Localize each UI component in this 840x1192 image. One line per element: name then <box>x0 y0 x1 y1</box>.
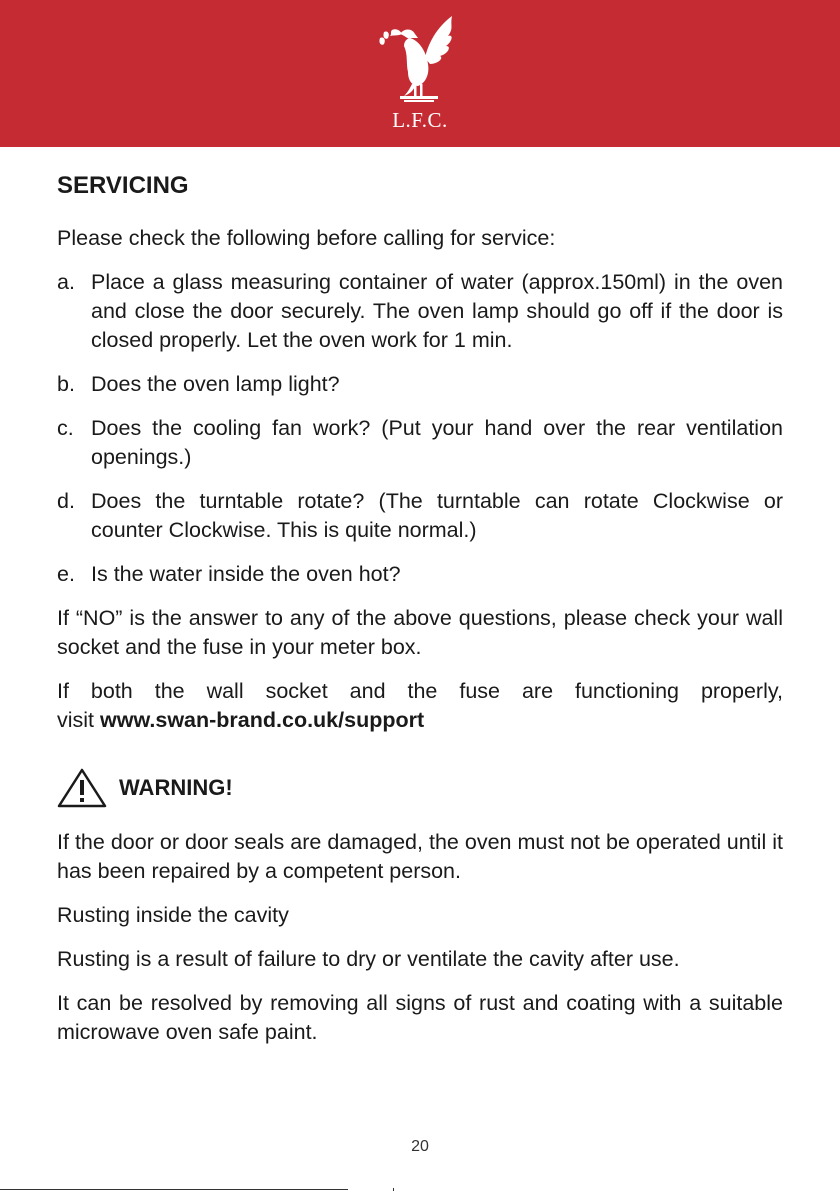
servicing-section <box>57 172 783 1062</box>
rust-fix-text: It can be resolved by removing all signs of rust and coating with a suitable microwave oven safe paint. <box>57 991 783 1044</box>
check-text: Is the water inside the oven hot? <box>91 562 401 586</box>
lfc-logo-text: L.F.C. <box>392 108 448 132</box>
if-both-text: If both the wall socket and the fuse are functioning properly, <box>57 679 783 703</box>
warning-title: WARNING! <box>119 775 233 800</box>
check-letter: a. <box>57 270 75 294</box>
door-warning-text: If the door or door seals are damaged, the oven must not be operated until it has been repaired by a competent person. <box>57 830 783 883</box>
intro-text: Please check the following before calling for service: <box>57 226 556 250</box>
check-letter: c. <box>57 416 74 440</box>
header-banner <box>0 0 840 147</box>
support-link[interactable]: www.swan-brand.co.uk/support <box>100 708 425 732</box>
visit-prefix: visit <box>57 708 95 732</box>
check-text: Does the oven lamp light? <box>91 372 340 396</box>
check-item-d <box>57 487 783 545</box>
check-item-b <box>57 370 783 399</box>
if-no-text: If “NO” is the answer to any of the above questions, please check your wall socket and the fuse in your meter box. <box>57 606 783 659</box>
check-item-a <box>57 268 783 355</box>
liverbird-crest-icon <box>370 14 470 106</box>
warning-triangle-icon <box>57 768 107 808</box>
warning-heading <box>57 768 783 808</box>
check-text: Does the turntable rotate? (The turntable can rotate Clockwise or counter Clockwise. This is quite normal.) <box>91 489 783 542</box>
lfc-crest <box>370 14 470 139</box>
rust-heading: Rusting inside the cavity <box>57 903 289 927</box>
check-text: Does the cooling fan work? (Put your hand over the rear ventilation openings.) <box>91 416 783 469</box>
check-letter: b. <box>57 372 75 396</box>
if-both-paragraph <box>57 677 783 735</box>
check-text: Place a glass measuring container of water (approx.150ml) in the oven and close the door securely. The oven lamp should go off if the door is closed properly. Let the oven work for 1 min. <box>91 270 783 352</box>
check-item-e <box>57 560 783 589</box>
footer-rule <box>0 1189 348 1190</box>
section-title: SERVICING <box>57 172 189 199</box>
check-item-c <box>57 414 783 472</box>
rust-cause-text: Rusting is a result of failure to dry or ventilate the cavity after use. <box>57 947 680 971</box>
check-letter: d. <box>57 489 75 513</box>
page-number: 20 <box>411 1138 429 1155</box>
check-letter: e. <box>57 562 75 586</box>
footer-mark <box>393 1188 394 1191</box>
